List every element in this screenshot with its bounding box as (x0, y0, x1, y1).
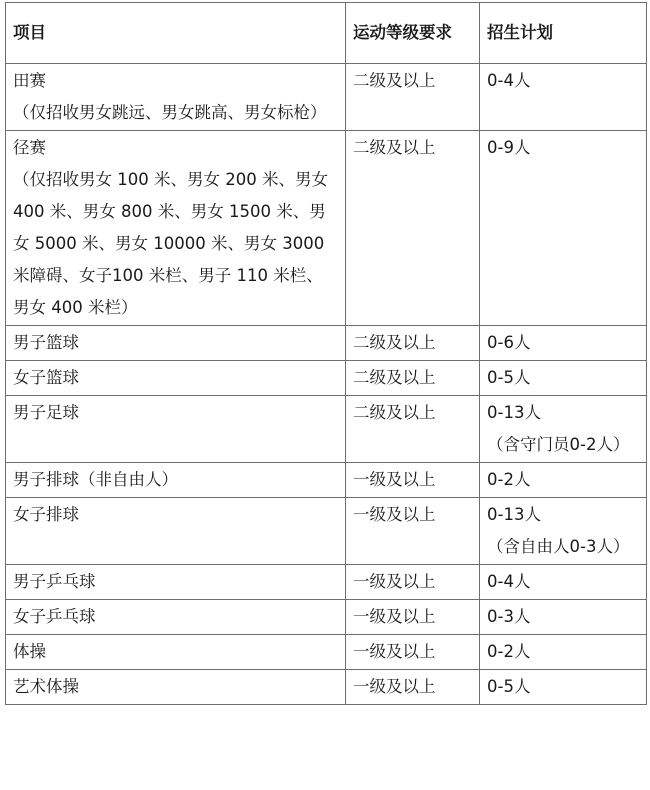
plan-value: 0-4人 (487, 71, 531, 90)
cell-level: 二级及以上 (346, 131, 480, 326)
table-row (6, 565, 647, 600)
plan-note: （含守门员0-2人） (487, 435, 630, 454)
item-name: 田赛 (13, 71, 46, 90)
table-row (6, 361, 647, 396)
cell-plan (480, 565, 647, 600)
item-name: 艺术体操 (13, 677, 79, 696)
cell-plan (480, 635, 647, 670)
plan-value: 0-13人 (487, 505, 541, 524)
item-name: 男子篮球 (13, 333, 79, 352)
header-plan: 招生计划 (480, 3, 647, 64)
cell-level: 一级及以上 (346, 600, 480, 635)
cell-plan (480, 361, 647, 396)
plan-value: 0-5人 (487, 368, 531, 387)
cell-level: 一级及以上 (346, 498, 480, 565)
item-name: 径赛 (13, 138, 46, 157)
cell-plan (480, 396, 647, 463)
cell-plan (480, 600, 647, 635)
item-note: （仅招收男女跳远、男女跳高、男女标枪） (13, 103, 327, 122)
table-row (6, 131, 647, 326)
item-name: 体操 (13, 642, 46, 661)
plan-value: 0-5人 (487, 677, 531, 696)
cell-item (6, 600, 346, 635)
plan-value: 0-4人 (487, 572, 531, 591)
cell-level: 一级及以上 (346, 565, 480, 600)
item-name: 女子乒乓球 (13, 607, 96, 626)
cell-item (6, 670, 346, 705)
item-name: 男子足球 (13, 403, 79, 422)
cell-level: 二级及以上 (346, 326, 480, 361)
plan-value: 0-2人 (487, 470, 531, 489)
cell-item (6, 498, 346, 565)
plan-note: （含自由人0-3人） (487, 537, 630, 556)
cell-item (6, 64, 346, 131)
header-level: 运动等级要求 (346, 3, 480, 64)
plan-value: 0-2人 (487, 642, 531, 661)
table-row (6, 326, 647, 361)
table-row (6, 463, 647, 498)
table-body (6, 64, 647, 705)
cell-item (6, 326, 346, 361)
item-name: 男子乒乓球 (13, 572, 96, 591)
cell-level: 二级及以上 (346, 64, 480, 131)
table-header-row (6, 3, 647, 64)
cell-plan (480, 498, 647, 565)
plan-value: 0-3人 (487, 607, 531, 626)
recruitment-table (5, 2, 647, 705)
cell-plan (480, 131, 647, 326)
table-row (6, 64, 647, 131)
cell-level: 一级及以上 (346, 463, 480, 498)
cell-item (6, 565, 346, 600)
cell-plan (480, 670, 647, 705)
plan-value: 0-9人 (487, 138, 531, 157)
table-row (6, 635, 647, 670)
item-note: （仅招收男女 100 米、男女 200 米、男女 400 米、男女 800 米、男女 1500 米、男女 5000 米、男女 10000 米、男女 3000 米障碍、女子100 米栏、男子 110 米栏、男女 400 米栏） (13, 170, 328, 317)
cell-item (6, 463, 346, 498)
cell-item (6, 361, 346, 396)
table-row (6, 498, 647, 565)
cell-item (6, 635, 346, 670)
cell-item (6, 131, 346, 326)
table-row (6, 670, 647, 705)
cell-item (6, 396, 346, 463)
item-name: 男子排球（非自由人） (13, 470, 178, 489)
cell-level: 一级及以上 (346, 635, 480, 670)
header-item: 项目 (6, 3, 346, 64)
plan-value: 0-6人 (487, 333, 531, 352)
cell-level: 一级及以上 (346, 670, 480, 705)
cell-plan (480, 326, 647, 361)
item-name: 女子排球 (13, 505, 79, 524)
plan-value: 0-13人 (487, 403, 541, 422)
cell-level: 二级及以上 (346, 361, 480, 396)
cell-plan (480, 463, 647, 498)
table-row (6, 396, 647, 463)
cell-level: 二级及以上 (346, 396, 480, 463)
cell-plan (480, 64, 647, 131)
item-name: 女子篮球 (13, 368, 79, 387)
table-row (6, 600, 647, 635)
